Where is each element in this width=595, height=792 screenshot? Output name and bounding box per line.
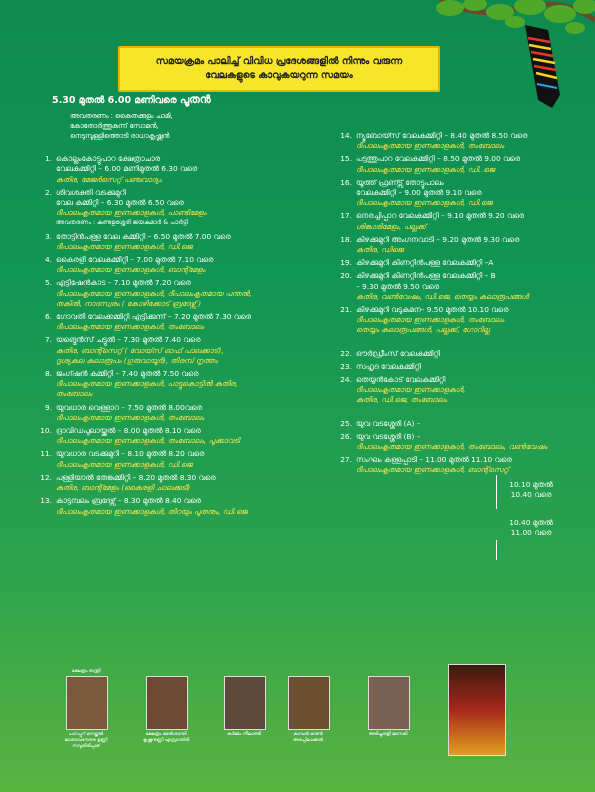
- item-attractions: കുതിര, ഡിജെ: [356, 245, 404, 255]
- item-title: സഹൃദ വേലകമ്മിറ്റി: [356, 361, 421, 371]
- item-title: തോട്ടിൻപള്ള വേല കമ്മിറ്റി – 6.50 മുതൽ 7.00 വരെ: [56, 231, 231, 241]
- item-number: 19.: [340, 258, 352, 268]
- schedule-list-left: [30, 154, 330, 517]
- schedule-item: [30, 278, 330, 309]
- official-photo: [224, 676, 266, 730]
- official-photo: [66, 676, 108, 730]
- item-body: [56, 473, 330, 493]
- item-number: 5.: [44, 278, 52, 288]
- item-title: ന്യൂബോയ്സ് വേലകമ്മിറ്റി – 8.40 മുതൽ 8.50 വരെ: [356, 131, 528, 140]
- item-attractions: കുതിര, ഡി.ജെ, തംബോലം: [356, 395, 447, 405]
- pootan-heading: 5.30 മുതൽ 6.00 മണിവരെ പൂതൻ: [52, 93, 211, 106]
- item-number: 15.: [340, 154, 352, 164]
- item-number: 12.: [40, 472, 52, 482]
- item-body: [56, 426, 330, 446]
- item-body: [356, 305, 575, 336]
- item-body: [56, 232, 330, 252]
- item-body: [356, 178, 575, 209]
- item-attractions: ദീപാലംകൃതമായ ഇണക്കാളകൾ, ഡി.ജെ: [56, 241, 193, 251]
- item-title: യൂത്ത് ഫ്രണ്ട്സ് തോട്ടുപാലം: [356, 177, 444, 187]
- schedule-item: [330, 154, 575, 174]
- schedule-item: [30, 496, 330, 516]
- item-attractions: തെയ്യം കലാരൂപങ്ങൾ, പല്ലക്ക്, ഗോറില്ല: [356, 325, 490, 335]
- schedule-list-right: [330, 131, 575, 336]
- item-attractions: കുതിര, ബാന്റ്സെറ്റ് ( വോയ്സ് ഓഫ് പാലക്കാട്),: [56, 345, 224, 355]
- item-title: യുവ വടശ്ശേരി (B) –: [356, 431, 421, 441]
- item-title: കിഴക്കുമുറി കിണറ്റിൻപള്ള വേലകമ്മിറ്റി – B: [356, 271, 496, 281]
- item-title: ദ്രാവിഡപുലായ്ക്കൽ – 8.00 മുതൽ 8.10 വരെ: [56, 426, 201, 436]
- item-body: [56, 335, 330, 366]
- item-number: 14.: [340, 131, 352, 140]
- schedule-item: [330, 235, 575, 255]
- group-time-1: 10.10 മുതൽ 10.40 വരെ: [509, 480, 553, 499]
- photo-caption: കാവൽ മാടൻ അടപ്പിലാക്കൽ: [292, 732, 324, 743]
- item-body: [356, 154, 575, 174]
- item-title: ഔർഡ്രീംസ് വേലകമ്മിറ്റി: [356, 348, 440, 358]
- item-attractions: ദീപാലംകൃതമായ ഇണക്കാളകൾ, തംബോലം, പൂക്കാവടി: [56, 436, 240, 446]
- item-title: ഗോവതി വേലക്കമ്മിറ്റി എട്ടിക്കുന്ന് – 7.20 മുതൽ 7.30 വരെ: [56, 312, 251, 322]
- official-photo: [368, 676, 410, 730]
- performer-line: അവതരണം : കൈതക്കുളം ചാമി,: [70, 112, 173, 121]
- item-attractions: ദീപാലംകൃതമായ ഇണക്കാളകൾ,: [356, 385, 466, 395]
- item-number: 21.: [340, 305, 352, 315]
- item-performer: അവതരണം : കുണ്ടളശ്ശേരി ജയകുമാർ & പാർട്ടി: [56, 219, 188, 227]
- schedule-item: [30, 255, 330, 275]
- left-column: [30, 95, 330, 517]
- item-title: കാട്ടമ്പലം ബ്രദേഴ്സ് – 8.30 മുതൽ 8.40 വരെ: [56, 496, 201, 506]
- schedule-group-1: [330, 349, 575, 406]
- item-number: 6.: [44, 312, 52, 322]
- item-number: 3.: [44, 231, 52, 241]
- item-attractions: ദീപാലംകൃതമായ ഇണക്കാളകൾ, തംബോലം: [56, 412, 204, 422]
- photo-caption: കർമ്മം നീലാണ്ടി: [227, 732, 261, 737]
- item-body: [356, 211, 575, 231]
- item-body: [356, 235, 575, 255]
- item-title: യുവധാര വടക്കുമുറി – 8.10 മുതൽ 8.20 വരെ: [56, 449, 205, 459]
- item-number: 2.: [44, 187, 52, 197]
- schedule-item: [30, 449, 330, 469]
- item-body: [56, 312, 330, 332]
- item-title: വേലകമ്മിറ്റി – 9.00 മുതൽ 9.10 വരെ: [356, 188, 482, 198]
- item-title: ജംഗ്ഷൻ കമ്മിറ്റി – 7.40 മുതൽ 7.50 വരെ: [56, 369, 199, 379]
- item-number: 22.: [340, 348, 352, 358]
- item-attractions: ദീപാലംകൃതമായ ഇണക്കാളകൾ, ബാന്റ്സെറ്റ്: [356, 465, 509, 475]
- photo-caption: ക്ഷേത്രം മേൽശാന്തി കൃഷ്ണനുണ്ണി എമ്പ്രാന്തിരി: [142, 732, 190, 743]
- item-attractions: കുതിര, മേജർസെറ്റ് പഞ്ചവാദ്യം: [56, 174, 162, 184]
- item-body: [56, 403, 330, 423]
- schedule-item: [330, 375, 575, 406]
- item-number: 24.: [340, 375, 352, 385]
- item-number: 1.: [44, 154, 52, 164]
- item-number: 20.: [340, 271, 352, 281]
- item-number: 17.: [340, 211, 352, 221]
- item-body: [56, 369, 330, 400]
- item-attractions: ദീപാലംകൃതമായ ഇണക്കാളകൾ, തംബോലം: [356, 315, 504, 325]
- schedule-item: [330, 178, 575, 209]
- item-body: [356, 419, 575, 429]
- photo-caption: അടിച്ചുതളി ജാനകി: [368, 732, 408, 737]
- schedule-item: [30, 426, 330, 446]
- item-attractions: ദീപാലംകൃതമായ ഇണക്കാളകൾ, ഡി.ജെ: [356, 198, 493, 208]
- item-body: [56, 496, 330, 516]
- item-attractions: ദീപാലംകൃതമായ ഇണക്കാളകൾ, തിറയും പൂതനും, ഡി.ജെ: [56, 506, 248, 516]
- item-number: 10.: [40, 426, 52, 436]
- schedule-item: [30, 188, 330, 229]
- item-attractions: ദീപാലംകൃതമായ ഇണക്കാളകൾ, പാണ്ടിമേളം: [56, 208, 207, 218]
- schedule-item: [330, 271, 575, 302]
- item-title: യുവ വടശ്ശേരി (A) –: [356, 418, 421, 428]
- item-attractions: ദീപാലംകൃതമായ ഇണക്കാളകൾ, തംബോലം: [356, 141, 504, 151]
- item-number: 18.: [340, 234, 352, 244]
- schedule-item: [330, 419, 575, 429]
- performer-line: കോതോർത്തുകുന്ന് സോമൻ,: [70, 122, 159, 131]
- item-attractions: കുതിര, വൺവേഷം, ഡി.ജെ, തെയ്യം കലാരൂപങ്ങൾ: [356, 291, 529, 301]
- item-title: തെയ്യൻകോട് വേലകമ്മിറ്റി: [356, 375, 446, 385]
- item-title: കിഴക്കുമുറി വടുകമന– 9.50 മുതൽ 10.10 വരെ: [356, 305, 509, 315]
- schedule-item: [30, 369, 330, 400]
- item-number: 16.: [340, 177, 352, 187]
- item-title: പള്ളിയാൽ തേങ്കമ്മിറ്റി – 8.20 മുതൽ 8.30 വരെ: [56, 472, 216, 482]
- item-number: 9.: [44, 402, 52, 412]
- item-number: 4.: [44, 255, 52, 265]
- officials-photos: [60, 669, 540, 776]
- item-attractions: തംബോലം: [56, 389, 93, 399]
- official-photo: [146, 676, 188, 730]
- item-attractions: ദീപാലംകൃതമായ ഇണക്കാളകൾ, തംബോലം, വൺവേഷം: [356, 442, 548, 452]
- schedule-item: [30, 473, 330, 493]
- item-number: 11.: [40, 449, 52, 459]
- item-title: വേല കമ്മിറ്റി – 6.30 മുതൽ 6.50 വരെ: [56, 198, 184, 208]
- schedule-group-2: [330, 419, 575, 476]
- item-title: – 9.30 മുതൽ 9.50 വരെ: [356, 281, 439, 291]
- group-bracket-2: [492, 540, 497, 560]
- schedule-item: [30, 403, 330, 423]
- item-body: [356, 271, 575, 302]
- item-attractions: ദീപാലംകൃതമായ ഇണക്കാളകൾ, ദീപാലംകൃതമായ പന്തൽ,: [56, 288, 252, 298]
- schedule-item: [330, 362, 575, 372]
- banner-line-1: സമയക്രമം പാലിച്ച് വിവിധ പ്രദേശങ്ങളിൽ നിന്നും വരുന്ന: [155, 56, 403, 67]
- item-attractions: ദീപാലംകൃതമായ ഇണക്കാളകൾ, ഡി.ജെ: [56, 459, 193, 469]
- item-body: [56, 154, 330, 185]
- item-title: ശിവശക്തി വടക്കുമുറി: [56, 187, 126, 197]
- item-title: കിഴക്കുമുറി അംഗനവാടി – 9.20 മുതൽ 9.30 വരെ: [356, 234, 520, 244]
- item-title: യുവധാര വെള്ളാറ – 7.50 മുതൽ 8.00വരെ: [56, 402, 202, 412]
- schedule-item: [330, 305, 575, 336]
- item-title: നെരച്ചിപ്പാറ വേലകമ്മിറ്റി – 9.10 മുതൽ 9.20 വരെ: [356, 211, 525, 221]
- schedule-item: [330, 455, 575, 475]
- item-attractions: ശിങ്കാരിമേളം, പല്ലക്ക്: [356, 221, 426, 231]
- schedule-item: [30, 335, 330, 366]
- schedule-item: [330, 211, 575, 231]
- official-photo: [288, 676, 330, 730]
- item-attractions: ദീപാലംകൃതമായ ഇണക്കാളകൾ, ബാന്റ്മേളം: [56, 265, 206, 275]
- item-body: [56, 449, 330, 469]
- item-title: വേലകമ്മിറ്റി – 6.00 മണിമുതൽ 6.30 വരെ: [56, 164, 198, 174]
- tree-decoration: [420, 0, 595, 110]
- photo-caption: പാറപ്പുറ് മനയ്ക്കൽ ജാതവേദനതര ഉണ്ണി നമ്പൂതിരിപ്പാട്: [64, 732, 108, 749]
- item-attractions: കുതിര, ബാന്റ്മേളം (കൈരളി ചാലക്കുടി): [56, 483, 191, 493]
- item-attractions: ദീപാലംകൃതമായ ഇണക്കാളകൾ, പാട്ടുകൊട്ടിൽ കുതിര,: [56, 379, 238, 389]
- item-number: 27.: [340, 455, 352, 465]
- schedule-item: [30, 232, 330, 252]
- item-attractions: തകിൽ, നാദസ്വരം ( കോഴിക്കോട് ബ്രദേഴ്സ് ): [56, 298, 202, 308]
- item-body: [356, 349, 575, 359]
- schedule-item: [30, 312, 330, 332]
- title-banner: [118, 46, 440, 92]
- photo-group-caption: ക്ഷേത്രം തന്ത്രി: [71, 669, 101, 674]
- item-number: 25.: [340, 418, 352, 428]
- schedule-item: [330, 131, 575, 151]
- item-title: സംഘം കള്ളപ്പാടി – 11.00 മുതൽ 11.10 വരെ: [356, 455, 512, 465]
- item-attractions: ദീപാലംകൃതമായ ഇണക്കാളകൾ, തംബോലം: [56, 322, 204, 332]
- item-body: [356, 432, 575, 452]
- item-body: [56, 278, 330, 309]
- item-title: കിഴക്കുമുറി കിണറ്റിൻപള്ള വേലകമ്മിറ്റി –A: [356, 258, 494, 268]
- item-number: 7.: [44, 335, 52, 345]
- item-number: 23.: [340, 361, 352, 371]
- item-body: [56, 255, 330, 275]
- item-body: [56, 188, 330, 229]
- item-body: [356, 258, 575, 268]
- item-attractions: ദീപാലംകൃതമായ ഇണക്കാളകൾ, ഡി..ജെ: [356, 164, 495, 174]
- schedule-item: [30, 154, 330, 185]
- banner-line-2: വേലകളുടെ കാവുകയറുന്ന സമയം: [205, 70, 353, 81]
- schedule-item: [330, 432, 575, 452]
- item-title: യങ്മെൻസ് ചട്ടുൽ – 7.30 മുതൽ 7.40 വരെ: [56, 335, 201, 345]
- item-body: [356, 131, 575, 151]
- group-time-2: 10.40 മുതൽ 11.00 വരെ: [509, 518, 553, 537]
- item-body: [356, 455, 575, 475]
- performer-line: നെടുമ്പുള്ളിത്തൊടി രാധാകൃഷ്ണൻ: [70, 132, 170, 141]
- item-number: 8.: [44, 369, 52, 379]
- item-body: [356, 362, 575, 372]
- right-column: [330, 128, 575, 476]
- item-title: കൊല്ലംകോട്ടുപാറ ക്ഷേത്രാചാര: [56, 154, 160, 164]
- schedule-item: [330, 349, 575, 359]
- item-number: 13.: [40, 496, 52, 506]
- schedule-item: [330, 258, 575, 268]
- deity-photo: [448, 664, 506, 756]
- item-title: എട്ടിഷേൻകാട – 7.10 മുതൽ 7.20 വരെ: [56, 278, 191, 288]
- item-title: കൈരളി വേലകമ്മിറ്റി – 7.00 മുതൽ 7.10 വരെ: [56, 255, 214, 265]
- item-title: പട്ടത്തുപാറ വേലകമ്മിറ്റി – 8.50 മുതൽ 9.00 വരെ: [356, 154, 521, 164]
- item-body: [356, 375, 575, 406]
- item-number: 26.: [340, 431, 352, 441]
- item-attractions: ദൃശ്യകല കലാരൂപം (ഗുരുവായൂർ), തിരമ്പ് നൃത്തം: [56, 355, 218, 365]
